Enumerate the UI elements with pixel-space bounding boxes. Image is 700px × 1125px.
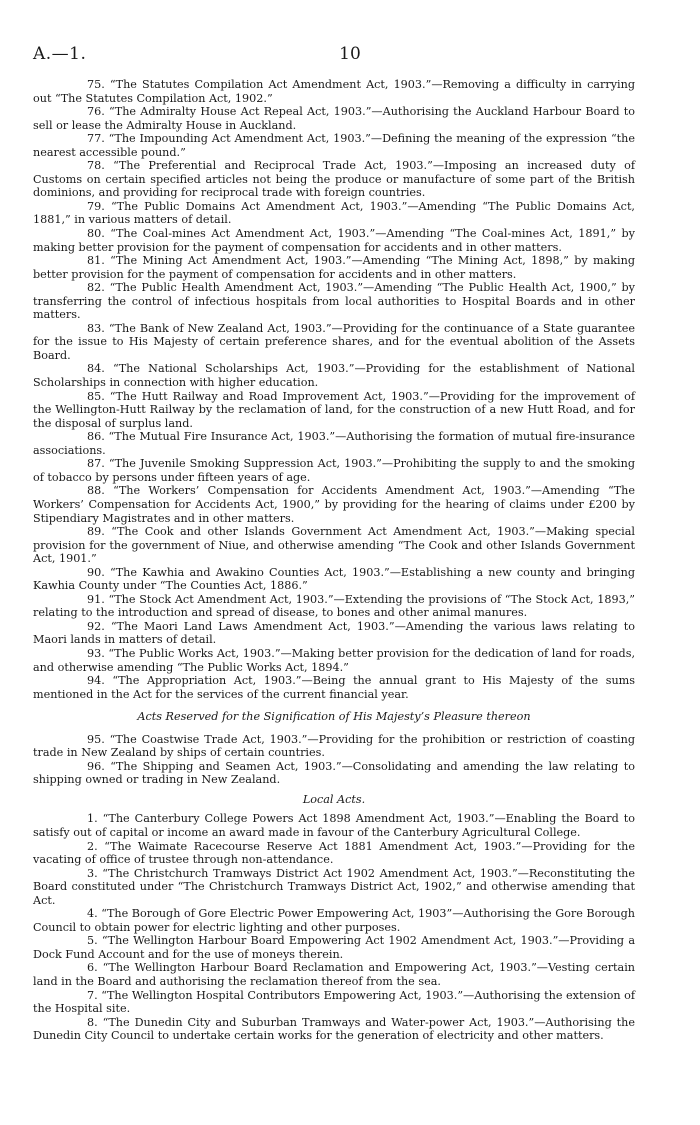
act-paragraph: 4. “The Borough of Gore Electric Power Empowering Act, 1903”—Authorising the Gore Borough Council to obtain power for electric lighting and other purposes. (33, 907, 636, 934)
local-acts-list (33, 812, 635, 1042)
act-paragraph: 2. “The Waimate Racecourse Reserve Act 1881 Amendment Act, 1903.”—Providing for the vacating of office of trustee through non-attendance. (33, 839, 635, 867)
act-paragraph: 79. “The Public Domains Act Amendment Act, 1903.”—Amending “The Public Domains Act, 1881,” in various matters of detail. (33, 199, 635, 227)
act-paragraph: 83. “The Bank of New Zealand Act, 1903.”—Providing for the continuance of a State guarantee for the issue to His Majesty of certain preference shares, and for the eventual abolition of the Assets Board. (33, 321, 635, 362)
act-paragraph: 90. “The Kawhia and Awakino Counties Act, 1903.”—Establishing a new county and bringing Kawhia County under “The Counties Act, 1886.” (33, 565, 635, 593)
act-paragraph: 7. “The Wellington Hospital Contributors Empowering Act, 1903.”—Authorising the extension of the Hospital site. (33, 988, 635, 1016)
reserved-acts-list (33, 733, 635, 787)
act-paragraph: 82. “The Public Health Amendment Act, 1903.”—Amending “The Public Health Act, 1900,” by transferring the control of infectious hospitals from local authorities to Hospital Boards and in other matters. (33, 281, 635, 322)
act-paragraph: 76. “The Admiralty House Act Repeal Act, 1903.”—Authorising the Auckland Harbour Board to sell or lease the Admiralty House in Auckland. (33, 105, 635, 132)
act-paragraph: 77. “The Impounding Act Amendment Act, 1903.”—Defining the meaning of the expression “the nearest accessible pound.” (33, 132, 635, 159)
act-paragraph: 86. “The Mutual Fire Insurance Act, 1903.”—Authorising the formation of mutual fire-insurance associations. (33, 430, 635, 457)
page-number: 10 (339, 44, 361, 64)
act-paragraph: 92. “The Maori Land Laws Amendment Act, 1903.”—Amending the various laws relating to Maori lands in matters of detail. (33, 619, 635, 647)
act-paragraph: 81. “The Mining Act Amendment Act, 1903.”—Amending “The Mining Act, 1898,” by making better provision for the payment of compensation for accidents and in other matters. (33, 254, 635, 281)
act-paragraph: 1. “The Canterbury College Powers Act 1898 Amendment Act, 1903.”—Enabling the Board to satisfy out of capital or income an award made in favour of the Canterbury Agricultural College. (33, 812, 635, 839)
act-paragraph: 91. “The Stock Act Amendment Act, 1903.”—Extending the provisions of “The Stock Act, 1893,” relating to the introduction and spread of disease, to bones and other animal manures. (33, 592, 635, 620)
public-acts-list (33, 78, 635, 701)
act-paragraph: 5. “The Wellington Harbour Board Empowering Act 1902 Amendment Act, 1903.”—Providing a Dock Fund Account and for the use of moneys therein. (33, 934, 635, 961)
act-paragraph: 94. “The Appropriation Act, 1903.”—Being the annual grant to His Majesty of the sums mentioned in the Act for the services of the current financial year. (33, 674, 635, 701)
reserved-acts-heading: Acts Reserved for the Signification of His Majesty’s Pleasure thereon (137, 710, 531, 724)
act-paragraph: 89. “The Cook and other Islands Government Act Amendment Act, 1903.”—Making special provision for the government of Niue, and otherwise amending “The Cook and other Islands Government Act, 1901.” (33, 525, 635, 566)
act-paragraph: 95. “The Coastwise Trade Act, 1903.”—Providing for the prohibition or restriction of coasting trade in New Zealand by ships of certain countries. (33, 732, 635, 760)
act-paragraph: 84. “The National Scholarships Act, 1903.”—Providing for the establishment of National Scholarships in connection with higher education. (33, 362, 635, 390)
local-acts-heading: Local Acts. (302, 792, 366, 806)
page-header (33, 44, 667, 68)
act-paragraph: 85. “The Hutt Railway and Road Improvement Act, 1903.”—Providing for the improvement of the Wellington-Hutt Railway by the reclamation of land, for the construction of a new Hutt Road, and for the disposal of surplus land. (33, 389, 635, 430)
act-paragraph: 78. “The Preferential and Reciprocal Trade Act, 1903.”—Imposing an increased duty of Customs on certain specified articles not being the produce or manufacture of some part of the British dominions, and providing for reciprocal trade with foreign countries. (33, 159, 635, 200)
act-paragraph: 6. “The Wellington Harbour Board Reclamation and Empowering Act, 1903.”—Vesting certain land in the Board and authorising the reclamation thereof from the sea. (33, 961, 635, 988)
act-paragraph: 88. “The Workers’ Compensation for Accidents Amendment Act, 1903.”—Amending “The Workers’ Compensation for Accidents Act, 1900,” by providing for the hearing of claims under £200 by Stipendiary Magistrates and in other matters. (33, 484, 635, 525)
act-paragraph: 80. “The Coal-mines Act Amendment Act, 1903.”—Amending “The Coal-mines Act, 1891,” by making better provision for the payment of compensation for accidents and in other matters. (33, 227, 635, 254)
act-paragraph: 3. “The Christchurch Tramways District Act 1902 Amendment Act, 1903.”—Reconstituting the Board constituted under “The Christchurch Tramways District Act, 1902,” and otherwise amending that Act. (33, 866, 635, 907)
act-paragraph: 96. “The Shipping and Seamen Act, 1903.”—Consolidating and amending the law relating to shipping owned or trading in New Zealand. (33, 759, 635, 787)
act-paragraph: 93. “The Public Works Act, 1903.”—Making better provision for the dedication of land for roads, and otherwise amending “The Public Works Act, 1894.” (33, 646, 635, 674)
act-paragraph: 75. “The Statutes Compilation Act Amendment Act, 1903.”—Removing a difficulty in carrying out “The Statutes Compilation Act, 1902.” (33, 78, 635, 105)
document-body (33, 78, 635, 1043)
paper-reference: A.—1. (33, 44, 87, 64)
act-paragraph: 87. “The Juvenile Smoking Suppression Act, 1903.”—Prohibiting the supply to and the smoking of tobacco by persons under fifteen years of age. (33, 457, 635, 484)
act-paragraph: 8. “The Dunedin City and Suburban Tramways and Water-power Act, 1903.”—Authorising the Dunedin City Council to undertake certain works for the generation of electricity and other matters. (33, 1015, 635, 1043)
